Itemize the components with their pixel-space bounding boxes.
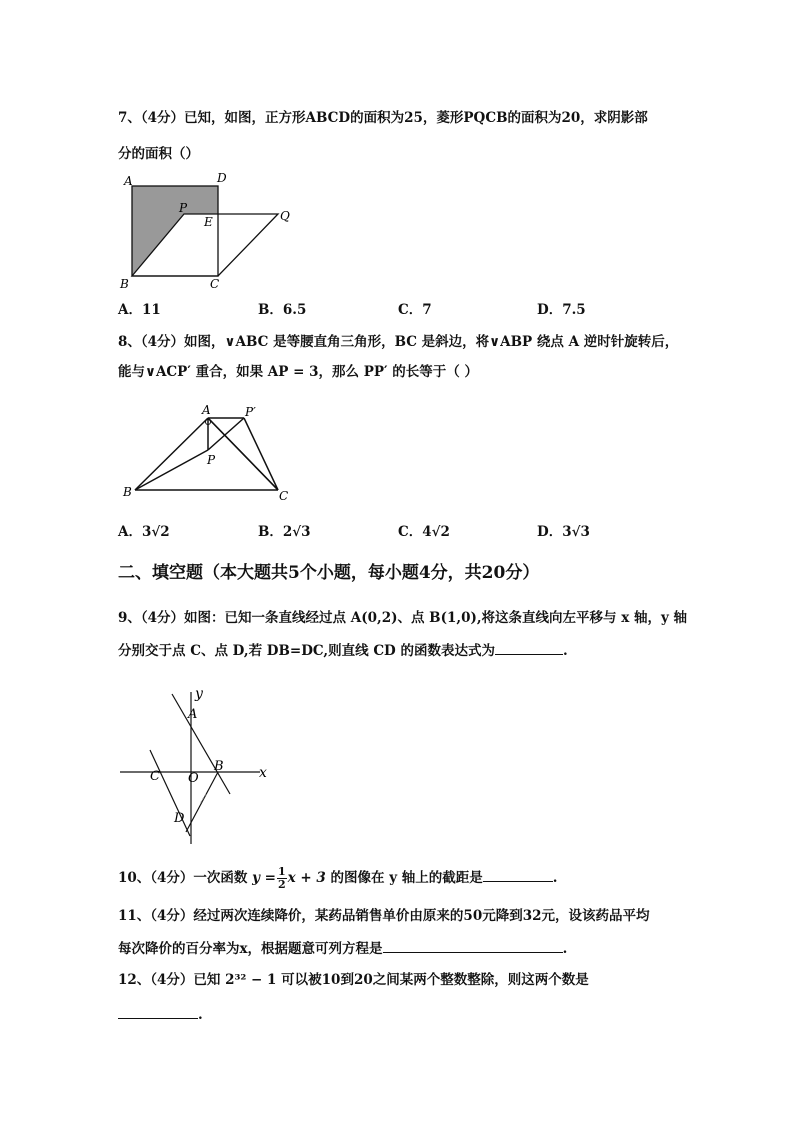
q12-text-line1: 12、（4分）已知 2³² − 1 可以被10到20之间某两个整数整除，则这两个数是 (118, 972, 589, 988)
q10-prefix: 10、（4分）一次函数 (118, 870, 248, 886)
q8-option-d[interactable]: D．3√3 (537, 524, 590, 540)
q8-label-p-prime: P′ (245, 405, 256, 419)
q7-label-e: E (204, 215, 213, 229)
q9-text-line1: 9、（4分）如图：已知一条直线经过点 A(0,2)、点 B(1,0),将这条直线向左平移与 x 轴，y 轴 (118, 610, 688, 626)
q10-answer-blank[interactable] (483, 867, 553, 882)
q10-suffix: 的图像在 y 轴上的截距是 (330, 870, 483, 886)
q9-label-o: O (188, 771, 199, 786)
q9-figure (120, 684, 275, 846)
q7-label-b: B (120, 277, 129, 291)
q7-label-d: D (217, 171, 227, 185)
q8-label-c: C (279, 489, 289, 503)
q7-label-q: Q (280, 209, 290, 223)
q8-figure (115, 398, 300, 506)
q12-text-line2 (118, 1004, 203, 1025)
q7-figure (115, 168, 305, 296)
q8-option-b[interactable]: B．2√3 (258, 524, 311, 540)
q7-option-a[interactable]: A．11 (118, 302, 161, 318)
q7-label-p: P (179, 201, 188, 215)
q11-text-line1: 11、（4分）经过两次连续降价，某药品销售单价由原来的50元降到32元，设该药品平均 (118, 908, 650, 924)
q8-text-line2: 能与∨ACP′ 重合，如果 AP = 3，那么 PP′ 的长等于（ ） (118, 364, 478, 380)
q10-end: . (552, 870, 558, 886)
q10-frac-den: 2 (278, 878, 286, 891)
q8-text-line1: 8、（4分）如图，∨ABC 是等腰直角三角形，BC 是斜边，将∨ABP 绕点 A 逆时针旋转后， (118, 334, 679, 350)
q9-text-line2-end: . (562, 643, 568, 659)
q10-frac-num: 1 (278, 865, 286, 878)
q7-label-c: C (210, 277, 220, 291)
q10-text (118, 866, 557, 891)
q7-text-line2: 分的面积（） (118, 146, 199, 162)
q10-eq-rhs: x + 3 (287, 870, 326, 886)
q9-answer-blank[interactable] (495, 640, 563, 655)
q11-text-line2 (118, 938, 567, 959)
q8-option-a[interactable]: A．3√2 (118, 524, 170, 540)
q9-text-line2 (118, 640, 568, 661)
q8-option-c[interactable]: C．4√2 (398, 524, 450, 540)
section-heading-fill-in: 二、填空题（本大题共5个小题，每小题4分，共20分） (118, 563, 540, 583)
q11-answer-blank[interactable] (383, 938, 563, 953)
q11-text-line2-body: 每次降价的百分率为x，根据题意可列方程是 (118, 941, 383, 957)
q7-option-c[interactable]: C．7 (398, 302, 432, 318)
q7-label-a: A (124, 174, 133, 188)
q9-label-x: x (259, 765, 267, 781)
q12-answer-blank[interactable] (118, 1004, 198, 1019)
q9-label-d: D (174, 811, 185, 826)
q9-label-a: A (188, 707, 198, 722)
q7-option-b[interactable]: B．6.5 (258, 302, 307, 318)
q8-label-p: P (207, 453, 216, 467)
q8-label-b: B (123, 485, 132, 499)
q7-shaded-region (132, 186, 218, 276)
q9-label-y: y (195, 686, 203, 702)
q12-text-line2-end: . (198, 1007, 203, 1023)
q7-option-d[interactable]: D．7.5 (537, 302, 586, 318)
q10-fraction (277, 866, 287, 891)
q7-text-line1: 7、（4分）已知，如图，正方形ABCD的面积为25，菱形PQCB的面积为20，求阴影部 (118, 110, 648, 126)
q9-label-c: C (150, 769, 160, 784)
q9-label-b: B (214, 759, 224, 774)
q11-text-line2-end: . (562, 941, 568, 957)
q10-eq-lhs: y = (252, 870, 276, 886)
q8-label-a: A (202, 403, 211, 417)
q9-text-line2-body: 分别交于点 C、点 D,若 DB=DC,则直线 CD 的函数表达式为 (118, 643, 495, 659)
